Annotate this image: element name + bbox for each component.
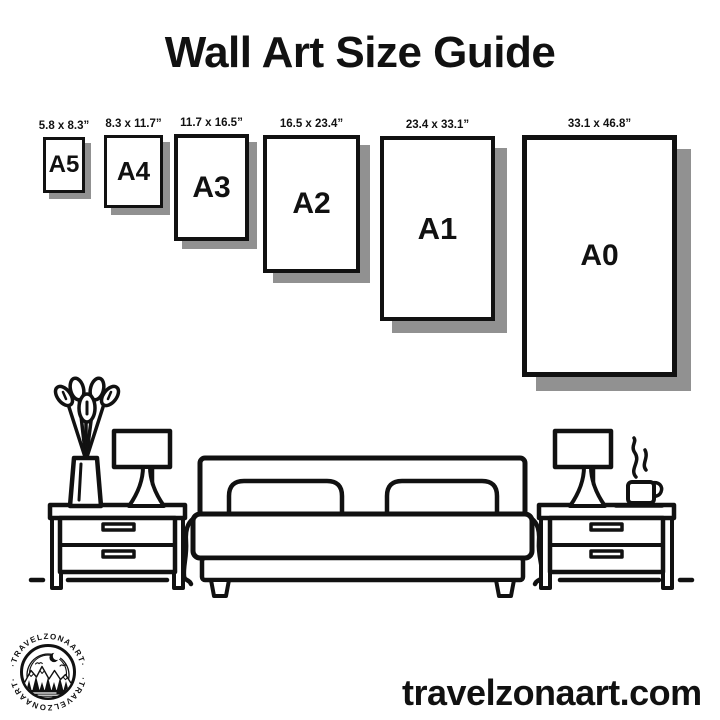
size-dimension-label: 16.5 x 23.4” xyxy=(279,118,344,130)
size-name: A2 xyxy=(292,187,331,220)
logo-arc-text-bottom: ·TRAVELZONAART· xyxy=(8,676,88,712)
size-dimension-label: 11.7 x 16.5” xyxy=(180,117,243,129)
logo-arc-text-top: ·TRAVELZONAART· xyxy=(8,632,88,668)
website-url: travelzonaart.com xyxy=(402,672,702,713)
size-name: A1 xyxy=(417,210,458,246)
size-name: A4 xyxy=(116,156,151,186)
size-dimension-label: 33.1 x 46.8” xyxy=(567,118,632,130)
size-name: A0 xyxy=(580,239,619,272)
page-title: Wall Art Size Guide xyxy=(164,28,556,77)
brand-logo xyxy=(8,632,88,712)
plant-icon xyxy=(52,377,122,506)
coffee-cup-icon xyxy=(616,438,662,506)
nightstand-right-icon xyxy=(539,505,674,588)
size-name: A3 xyxy=(192,170,231,204)
bed-icon xyxy=(184,458,542,596)
size-name: A5 xyxy=(48,151,80,178)
lamp-left-icon xyxy=(114,431,170,506)
size-dimension-label: 5.8 x 8.3” xyxy=(38,120,90,132)
lamp-right-icon xyxy=(555,431,611,506)
size-dimension-label: 23.4 x 33.1” xyxy=(405,119,470,131)
nightstand-left-icon xyxy=(50,505,185,588)
size-dimension-label: 8.3 x 11.7” xyxy=(105,118,162,130)
